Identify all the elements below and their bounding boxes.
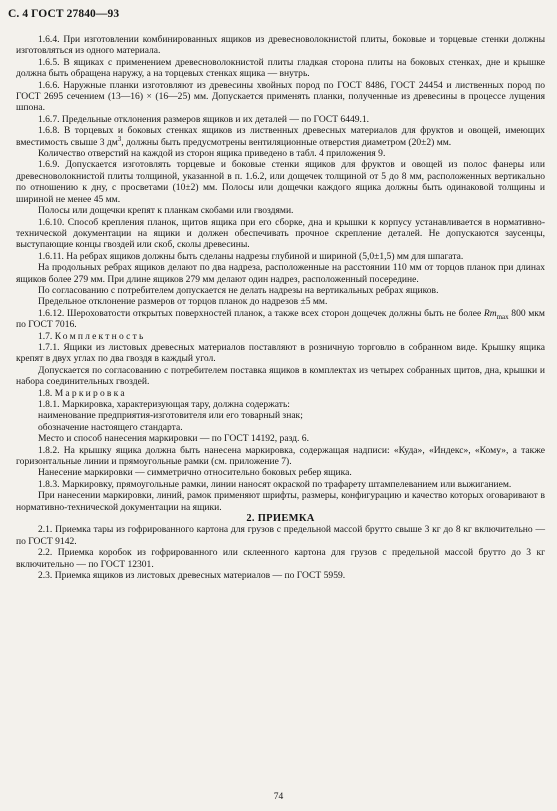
paragraph: Нанесение маркировки — симметрично относительно боковых ребер ящика. xyxy=(38,467,352,479)
paragraph: 1.6.10. Способ крепления планок, щитов ящика при его сборке, дна и крышки к корпусу устанавливается в нормативно-технической документации на ящики и должен обеспечивать прочное скрепление деталей. Не допускаются заусенцы, выступающие концы гвоздей или скоб, сколы древесины. xyxy=(16,216,545,251)
paragraph: 1.7.1. Ящики из листовых древесных материалов поставляют в розничную торговлю в собранном виде. Крышку ящика крепят в двух углах по два гвоздя в каждый угол. xyxy=(16,341,545,365)
paragraph: 1.6.5. В ящиках с применением древесноволокнистой плиты гладкая сторона плиты на боковых стенках, дне и крышке должна быть обращена наружу, а на торцевых стенках ящика — внутрь. xyxy=(16,56,545,80)
paragraph: Место и способ нанесения маркировки — по ГОСТ 14192, разд. 6. xyxy=(38,433,309,445)
subscript: max xyxy=(496,312,509,321)
paragraph: Допускается по согласованию с потребителем поставка ящиков в комплектах из четырех собранных щитов, дна, крышки и набора соединительных гвоздей. xyxy=(16,364,545,388)
text-run: 1.6.12. Шероховатости открытых поверхностей планок, а также всех сторон дощечек должны быть не более xyxy=(38,307,484,319)
paragraph: 1.8.2. На крышку ящика должна быть нанесена маркировка, содержащая надписи: «Куда», «Индекс», «Кому», а также горизонтальные линии и прямоугольные рамки (см. приложение 7). xyxy=(16,444,545,468)
text-run: 1.6.8. В торцевых и боковых стенках ящиков из лиственных древесных материалов для фруктов и овощей, имеющих вместимость свыше 3 дм xyxy=(16,125,545,148)
page-header: С. 4 ГОСТ 27840—93 xyxy=(8,8,120,20)
paragraph: Предельное отклонение размеров от торцов планок до надрезов ±5 мм. xyxy=(38,296,328,308)
paragraph: На продольных ребрах ящиков делают по два надреза, расположенные на расстоянии 110 мм от торцов планок при длинах ящиков более 279 мм. При длине ящиков 279 мм делают один надрез, расположенный посередине. xyxy=(16,262,545,285)
paragraph xyxy=(16,125,545,148)
paragraph: 1.6.9. Допускается изготовлять торцевые и боковые стенки ящиков для фруктов и овощей из полос фанеры или древесноволокнистой плиты толщиной, указанной в п. 1.6.2, или дощечек толщиной от 5 до 8 мм, расположенных вертикально по отношению к дну, с просветами (10±2) мм. Полосы или дощечки каждого ящика должны быть одинаковой толщины и шириной не менее 45 мм. xyxy=(16,159,545,205)
section-title: 2. ПРИЕМКА xyxy=(246,513,315,525)
paragraph: 1.8.3. Маркировку, прямоугольные рамки, линии наносят окраской по трафарету штампелеванием или выжиганием. xyxy=(38,478,512,490)
roughness-symbol: Rm xyxy=(483,307,497,319)
paragraph: По согласованию с потребителем допускается не делать надрезы на вертикальных ребрах ящиков. xyxy=(38,284,439,296)
text-run: , должны быть предусмотрены вентиляционные отверстия диаметром (20±2) мм. xyxy=(121,136,452,148)
superscript: 3 xyxy=(117,134,122,143)
paragraph: наименование предприятия-изготовителя или его товарный знак; xyxy=(38,410,303,422)
paragraph: 1.6.4. При изготовлении комбинированных ящиков из древесноволокнистой плиты, боковые и торцевые стенки должны изготовляться из одного материала. xyxy=(16,34,545,57)
paragraph: 1.6.7. Предельные отклонения размеров ящиков и их деталей — по ГОСТ 6449.1. xyxy=(38,113,370,125)
paragraph: 2.2. Приемка коробок из гофрированного или склеенного картона для грузов с предельной массой брутто до 3 кг включительно — по ГОСТ 12301. xyxy=(16,547,545,570)
paragraph: Полосы или дощечки крепят к планкам скобами или гвоздями. xyxy=(38,205,294,217)
paragraph: 1.8.1. Маркировка, характеризующая тару, должна содержать: xyxy=(38,399,290,410)
text-run: 800 мкм по ГОСТ 7016. xyxy=(16,307,545,331)
paragraph: обозначение настоящего стандарта. xyxy=(38,421,183,433)
page-number: 74 xyxy=(273,792,284,802)
paragraph xyxy=(16,308,545,331)
paragraph: 2.1. Приемка тары из гофрированного картона для грузов с предельной массой брутто свыше 3 кг до 8 кг включительно — по ГОСТ 9142. xyxy=(16,524,545,547)
paragraph: Количество отверстий на каждой из сторон ящика приведено в табл. 4 приложения 9. xyxy=(38,148,386,160)
subsection-heading: 1.8. Маркировка xyxy=(38,387,127,399)
subsection-heading: 1.7. Комплектность xyxy=(38,330,146,342)
paragraph: 1.6.11. На ребрах ящиков должны быть сделаны надрезы глубиной и шириной (5,0±1,5) мм для шпагата. xyxy=(38,250,464,262)
document-body xyxy=(16,34,545,582)
paragraph: При нанесении маркировки, линий, рамок применяют шрифты, размеры, конфигурацию и качество которых оговаривают в нормативно-технической документации на ящики. xyxy=(16,490,545,513)
paragraph: 2.3. Приемка ящиков из листовых древесных материалов — по ГОСТ 5959. xyxy=(38,570,346,582)
paragraph: 1.6.6. Наружные планки изготовляют из древесины хвойных пород по ГОСТ 8486, ГОСТ 24454 и лиственных пород по ГОСТ 2695 сечением (13—16) × (16—25) мм. Допускается применять планки, полученные из древесины в процессе лущения шпона. xyxy=(16,79,545,114)
